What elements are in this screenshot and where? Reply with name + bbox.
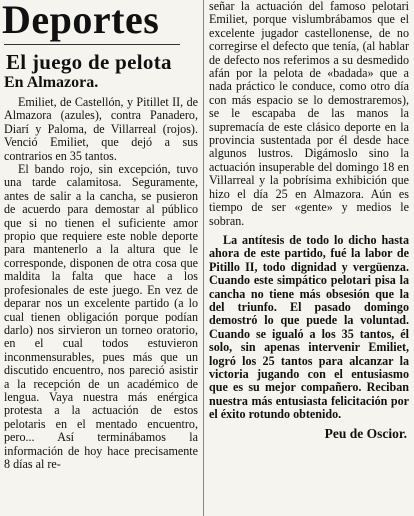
title-underline: [4, 44, 180, 45]
right-paragraph-2: La antítesis de todo lo dicho hasta ahora de este partido, fué la labor de Pitillo II, todo dignidad y vergüenza. Cuando este simpático pelotari pisa la cancha no tiene más obsesión que la del triunfo. El pasado domingo demostró lo que puede la voluntad. Cuando se igualó a los 35 tantos, él solo, sin apenas intervenir Emiliet, logró los 25 tantos para alcanzar la victoria jugando con el entusiasmo que es su mejor compañero. Reciban nuestra más entusiasta felicitación por el éxito rotundo obtenido.: [209, 232, 409, 422]
left-paragraph-1: Emiliet, de Castellón, y Pitillet II, de Almazora (azules), contra Panadero, Diarí y Paloma, de Villarreal (rojos). Venció Emiliet, que dejó a sus contrarios en 35 tantos.: [4, 95, 198, 163]
right-paragraph-1: señar la actuación del famoso pelotari Emiliet, porque vislumbrábamos que el excelente jugador castellonense, de no corregirse el defecto que tenía, (al hablar de defecto nos referimos a su desmedido afán por la pelota de «badada» que a nada práctico le conduce, como otro día con más espacio se lo demostraremos), se le escapaba de las manos la supremacía de este clásico deporte en la provincia sustentada por él desde hace algunos lustros. Digámoslo sino la actuación insuperable del domingo 18 en Villarreal y la pobrísima exhibición que hizo el día 25 en Almazora. Aún es tiempo de ser «gente» y medios le sobran.: [209, 0, 409, 228]
left-body: [0, 96, 200, 471]
article-location: En Almazora.: [4, 74, 99, 91]
left-column: [0, 0, 200, 516]
left-paragraph-2: El bando rojo, sin excepción, tuvo una tarde calamitosa. Seguramente, antes de salir a la cancha, se pusieron de acuerdo para demostar al público que si no tienen el suficiente amor propio que requiere este noble deporte para mantenerlo a la altura que le corresponde, disponen de otra cosa que maldita la falta que hace a los profesionales de este juego. En vez de deparar nos un excelente partido (a lo cual tienen obligación porque podían darlo) nos sirvieron un torneo oratorio, en el cual todos estuvieron inconmensurables, pues más que un discutido encuentro, nos pareció asistir a la recepción de un académico de lengua. Vaya nuestra más enérgica protesta a la actuación de estos pelotaris en el mentado encuentro, pero... Así terminábamos la información de hoy hace precisamente 8 días al re-: [4, 162, 198, 471]
article-signature: Peu de Oscior.: [324, 425, 407, 441]
article-headline: El juego de pelota: [6, 50, 172, 74]
right-body: [209, 0, 411, 422]
section-title: Deportes: [2, 0, 160, 42]
right-column: [209, 0, 411, 516]
column-rule: [203, 0, 204, 516]
